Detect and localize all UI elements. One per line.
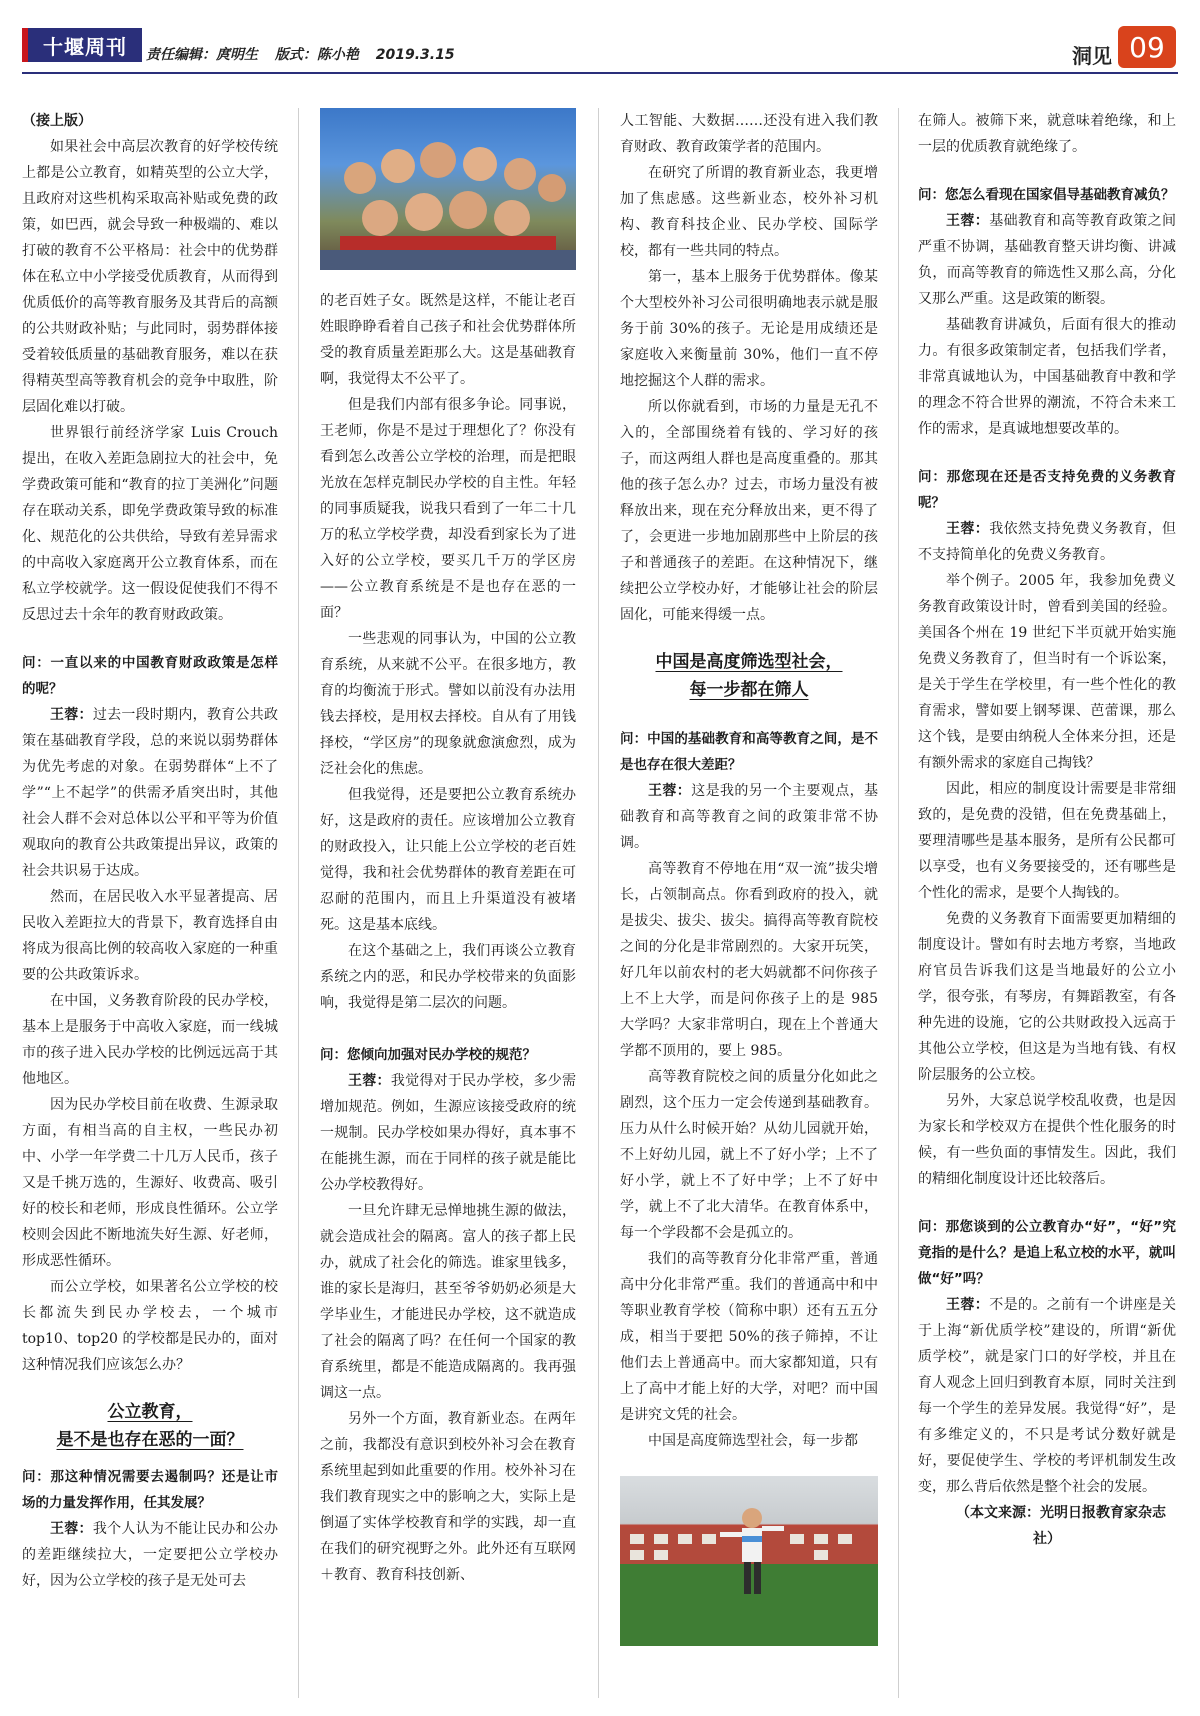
speaker-name: 王蓉： [946,213,990,229]
speaker-name: 王蓉： [946,521,990,537]
paragraph: 所以你就看到，市场的力量是无孔不入的，全部围绕着有钱的、学习好的孩子，而这两组人群也是高度重叠的。那其他的孩子怎么办？过去，市场力量没有被释放出来，现在充分释放出来，更不得了了，会更进一步地加剧那些中上阶层的孩子和普通孩子的差距。在这种情况下，继续把公立学校办好，才能够让社会的阶层固化，可能来得缓一点。 [620,399,878,623]
continued-note: （接上版） [22,113,92,129]
answer: 王蓉：这是我的另一个主要观点，基础教育和高等教育之间的政策非常不协调。 [620,783,879,851]
paragraph: 另外一个方面，教育新业态。在两年之前，我都没有意识到校外补习会在教育系统里起到如此重要的作用。校外补习在我们教育现实之中的影响之大，实际上是倒逼了实体学校教育和学的实践，却一直在我们的研究视野之外。此外还有互联网＋教育、教育科技创新、 [320,1411,576,1583]
paragraph: 在筛人。被筛下来，就意味着绝缘，和上一层的优质教育就绝缘了。 [918,113,1176,155]
header-rule [22,72,1178,74]
answer: 王蓉：过去一段时期内，教育公共政策在基础教育学段，总的来说以弱势群体为优先考虑的对象。在弱势群体“上不了学”“上不起学”的供需矛盾突出时，其他社会人群不会对总体以公平和平等为价值观取向的教育公共政策提出异议，政策的社会共识易于达成。 [22,707,279,879]
masthead-logo: 十堰周刊 [22,28,142,62]
paragraph: 高等教育院校之间的质量分化如此之剧烈，这个压力一定会传递到基础教育。压力从什么时候开始？从幼儿园就开始，不上好幼儿园，就上不了好小学；上不了好小学，就上不了好中学；上不了好中学，就上不了北大清华。在教育体系中，每一个学段都不会是孤立的。 [620,1069,878,1241]
column-divider [298,108,299,1698]
article-column-1 [22,108,278,1594]
speaker-name: 王蓉： [648,783,692,799]
paragraph: 在这个基础之上，我们再谈公立教育系统之内的恶，和民办学校带来的负面影响，我觉得是第二层次的问题。 [320,943,576,1011]
layout-credit: 版式：陈小艳 [274,47,359,63]
speaker-name: 王蓉： [348,1073,391,1089]
children-photo [320,108,576,270]
paragraph: 世界银行前经济学家 Luis Crouch 提出，在收入差距急剧拉大的社会中，免学费政策可能和“教育的拉丁美洲化”问题存在联动关系，即免学费政策导致的标准化、规范化的公共供给，导致有差异需求的中高收入家庭离开公立教育体系，而在私立学校就学。这一假设促使我们不得不反思过去十余年的教育财政政策。 [22,425,278,623]
paragraph: 人工智能、大数据……还没有进入我们教育财政、教育政策学者的范围内。 [620,113,878,155]
subheading: 中国是高度筛选型社会， 每一步都在筛人 [655,652,843,700]
speaker-name: 王蓉： [50,1521,93,1537]
question: 问：那这种情况需要去遏制吗？还是让市场的力量发挥作用，任其发展？ [22,1469,278,1511]
paragraph: 但是我们内部有很多争论。同事说，王老师，你是不是过于理想化了？你没有看到怎么改善公立学校的治理，而是把眼光放在怎样克制民办学校的自主性。年轻的同事质疑我，说我只看到了一年二十几万的私立学校学费，却没看到家长为了进入好的公立学校，要买几千万的学区房——公立教育系统是不是也存在恶的一面？ [320,397,576,621]
subheading: 公立教育， 是不是也存在恶的一面？ [56,1402,244,1450]
article-column-3 [620,108,878,1646]
paragraph: 免费的义务教育下面需要更加精细的制度设计。譬如有时去地方考察，当地政府官员告诉我们这是当地最好的公立小学，很夸张，有琴房，有舞蹈教室，有各种先进的设施，它的公共财政投入远高于其他公立学校，但这是为当地有钱、有权阶层服务的公立校。 [918,911,1176,1083]
column-divider [598,108,599,1698]
paragraph: 而公立学校，如果著名公立学校的校长都流失到民办学校去，一个城市top10、top20 的学校都是民办的，面对这种情况我们应该怎么办？ [22,1279,278,1373]
schoolyard-photo-illustration [620,1476,878,1646]
paragraph: 另外，大家总说学校乱收费，也是因为家长和学校双方在提供个性化服务的时候，有一些负面的事情发生。因此，我们的精细化制度设计还比较落后。 [918,1093,1176,1187]
section-title: 洞见 [1072,44,1112,68]
children-photo-illustration [320,108,576,270]
paragraph: 基础教育讲减负，后面有很大的推动力。有很多政策制定者，包括我们学者，非常真诚地认为，中国基础教育中教和学的理念不符合世界的潮流，不符合未来工作的需求，是真诚地想要改革的。 [918,317,1176,437]
paragraph: 中国是高度筛选型社会，每一步都 [648,1433,858,1449]
speaker-name: 王蓉： [946,1297,990,1313]
paragraph: 一些悲观的同事认为，中国的公立教育系统，从来就不公平。在很多地方，教育的均衡流于形式。譬如以前没有办法用钱去择校，是用权去择校。自从有了用钱择校，“学区房”的现象就愈演愈烈，成为泛社会化的焦虑。 [320,631,576,777]
issue-date: 2019.3.15 [375,47,455,63]
answer: 王蓉：不是的。之前有一个讲座是关于上海“新优质学校”建设的，所谓“新优质学校”，就是家门口的好学校，并且在育人观念上回归到教育本原，同时关注到每一个学生的差异发展。我觉得“好”，是有多维定义的，不只是考试分数好就是好，要促使学生、学校的考评机制发生改变，那么背后依然是整个社会的发展。 [918,1297,1177,1495]
paragraph: 因为民办学校目前在收费、生源录取方面，有相当高的自主权，一些民办初中、小学一年学费二十几万人民币，孩子又是千挑万选的，生源好、收费高、吸引好的校长和老师，形成良性循环。公立学校则会因此不断地流失好生源、好老师，形成恶性循环。 [22,1097,278,1269]
paragraph: 一旦允许肆无忌惮地挑生源的做法，就会造成社会的隔离。富人的孩子都上民办，就成了社会化的筛选。谁家里钱多，谁的家长是海归，甚至爷爷奶奶必须是大学毕业生，才能进民办学校，这不就造成了社会的隔离了吗？在任何一个国家的教育系统里，都是不能造成隔离的。我再强调这一点。 [320,1203,576,1401]
paragraph: 因此，相应的制度设计需要是非常细致的，是免费的没错，但在免费基础上，要理清哪些是基本服务，是所有公民都可以享受，也有义务要接受的，还有哪些是个性化的需求，是要个人掏钱的。 [918,781,1176,901]
article-column-4 [918,108,1176,1552]
answer: 王蓉：我依然支持免费义务教育，但不支持简单化的免费义务教育。 [918,521,1177,563]
question: 问：那您谈到的公立教育办“好”，“好”究竟指的是什么？是追上私立校的水平，就叫做“好”吗？ [918,1219,1176,1287]
column-divider [898,108,899,1698]
article-column-2 [320,108,576,1588]
schoolyard-photo [620,1476,878,1646]
paragraph: 举个例子。2005 年，我参加免费义务教育政策设计时，曾看到美国的经验。美国各个州在 19 世纪下半页就开始实施免费义务教育了，但当时有一个诉讼案，是关于学生在学校里，有一些个性化的教育需求，譬如要上钢琴课、芭蕾课，那么这个钱，是要由纳税人全体来分担，还是有额外需求的家庭自己掏钱？ [918,573,1176,771]
answer: 王蓉：我个人认为不能让民办和公办的差距继续拉大，一定要把公立学校办好，因为公立学校的孩子是无处可去 [22,1521,279,1589]
page-number: 09 [1118,26,1176,68]
question: 问：您倾向加强对民办学校的规范？ [320,1047,536,1063]
paragraph: 第一，基本上服务于优势群体。像某个大型校外补习公司很明确地表示就是服务于前 30%的孩子。无论是用成绩还是家庭收入来衡量前 30%，他们一直不停地挖掘这个人群的需求。 [620,269,878,389]
question: 问：您怎么看现在国家倡导基础教育减负？ [918,187,1175,203]
question: 问：一直以来的中国教育财政政策是怎样的呢？ [22,655,278,697]
paragraph: 我们的高等教育分化非常严重，普通高中分化非常严重。我们的普通高中和中等职业教育学校（简称中职）还有五五分成，相当于要把 50%的孩子筛掉，不让他们去上普通高中。而大家都知道，只有上了高中才能上好的大学，对吧？而中国是讲究文凭的社会。 [620,1251,878,1423]
question: 问：那您现在还是否支持免费的义务教育呢？ [918,469,1176,511]
paragraph: 在中国，义务教育阶段的民办学校，基本上是服务于中高收入家庭，而一线城市的孩子进入民办学校的比例远远高于其他地区。 [22,993,278,1087]
editor-credit-line [146,44,467,64]
paragraph: 如果社会中高层次教育的好学校传统上都是公立教育，如精英型的公立大学，且政府对这些机构采取高补贴或免费的政策，如巴西，就会导致一种极端的、难以打破的教育不公平格局：社会中的优势群体在私立中小学接受优质教育，从而得到优质低价的高等教育服务及其背后的高额的公共财政补贴；与此同时，弱势群体接受着较低质量的基础教育服务，难以在获得精英型高等教育机会的竞争中取胜，阶层固化难以打破。 [22,139,278,415]
paragraph: 高等教育不停地在用“双一流”拔尖增长，占领制高点。你看到政府的投入，就是拔尖、拔尖、拔尖。搞得高等教育院校之间的分化是非常剧烈的。大家开玩笑，好几年以前农村的老大妈就都不问你孩子上不上大学，而是问你孩子上的是 985 大学吗？大家非常明白，现在上个普通大学都不顶用的，要上 985。 [620,861,878,1059]
question: 问：中国的基础教育和高等教育之间，是不是也存在很大差距？ [620,731,878,773]
paragraph: 但我觉得，还是要把公立教育系统办好，这是政府的责任。应该增加公立教育的财政投入，让只能上公立学校的老百姓觉得，我和社会优势群体的教育差距在可忍耐的范围内，而且上升渠道没有被堵死。这是基本底线。 [320,787,576,933]
paragraph: 在研究了所谓的教育新业态，我更增加了焦虑感。这些新业态，校外补习机构、教育科技企业、民办学校、国际学校，都有一些共同的特点。 [620,165,878,259]
answer: 王蓉：我觉得对于民办学校，多少需增加规范。例如，生源应该接受政府的统一规制。民办学校如果办得好，真本事不在能挑生源，而在于同样的孩子就是能比公办学校教得好。 [320,1073,577,1193]
editor-credit: 责任编辑：庹明生 [146,47,258,63]
speaker-name: 王蓉： [50,707,93,723]
article-source: （本文来源：光明日报教育家杂志社） [956,1505,1166,1547]
paragraph: 的老百姓子女。既然是这样，不能让老百姓眼睁睁看着自己孩子和社会优势群体所受的教育质量差距那么大。这是基础教育啊，我觉得太不公平了。 [320,293,576,387]
answer: 王蓉：基础教育和高等教育政策之间严重不协调，基础教育整天讲均衡、讲减负，而高等教育的筛选性又那么高，分化又那么严重。这是政策的断裂。 [918,213,1177,307]
paragraph: 然而，在居民收入水平显著提高、居民收入差距拉大的背景下，教育选择自由将成为很高比例的较高收入家庭的一种重要的公共政策诉求。 [22,889,278,983]
